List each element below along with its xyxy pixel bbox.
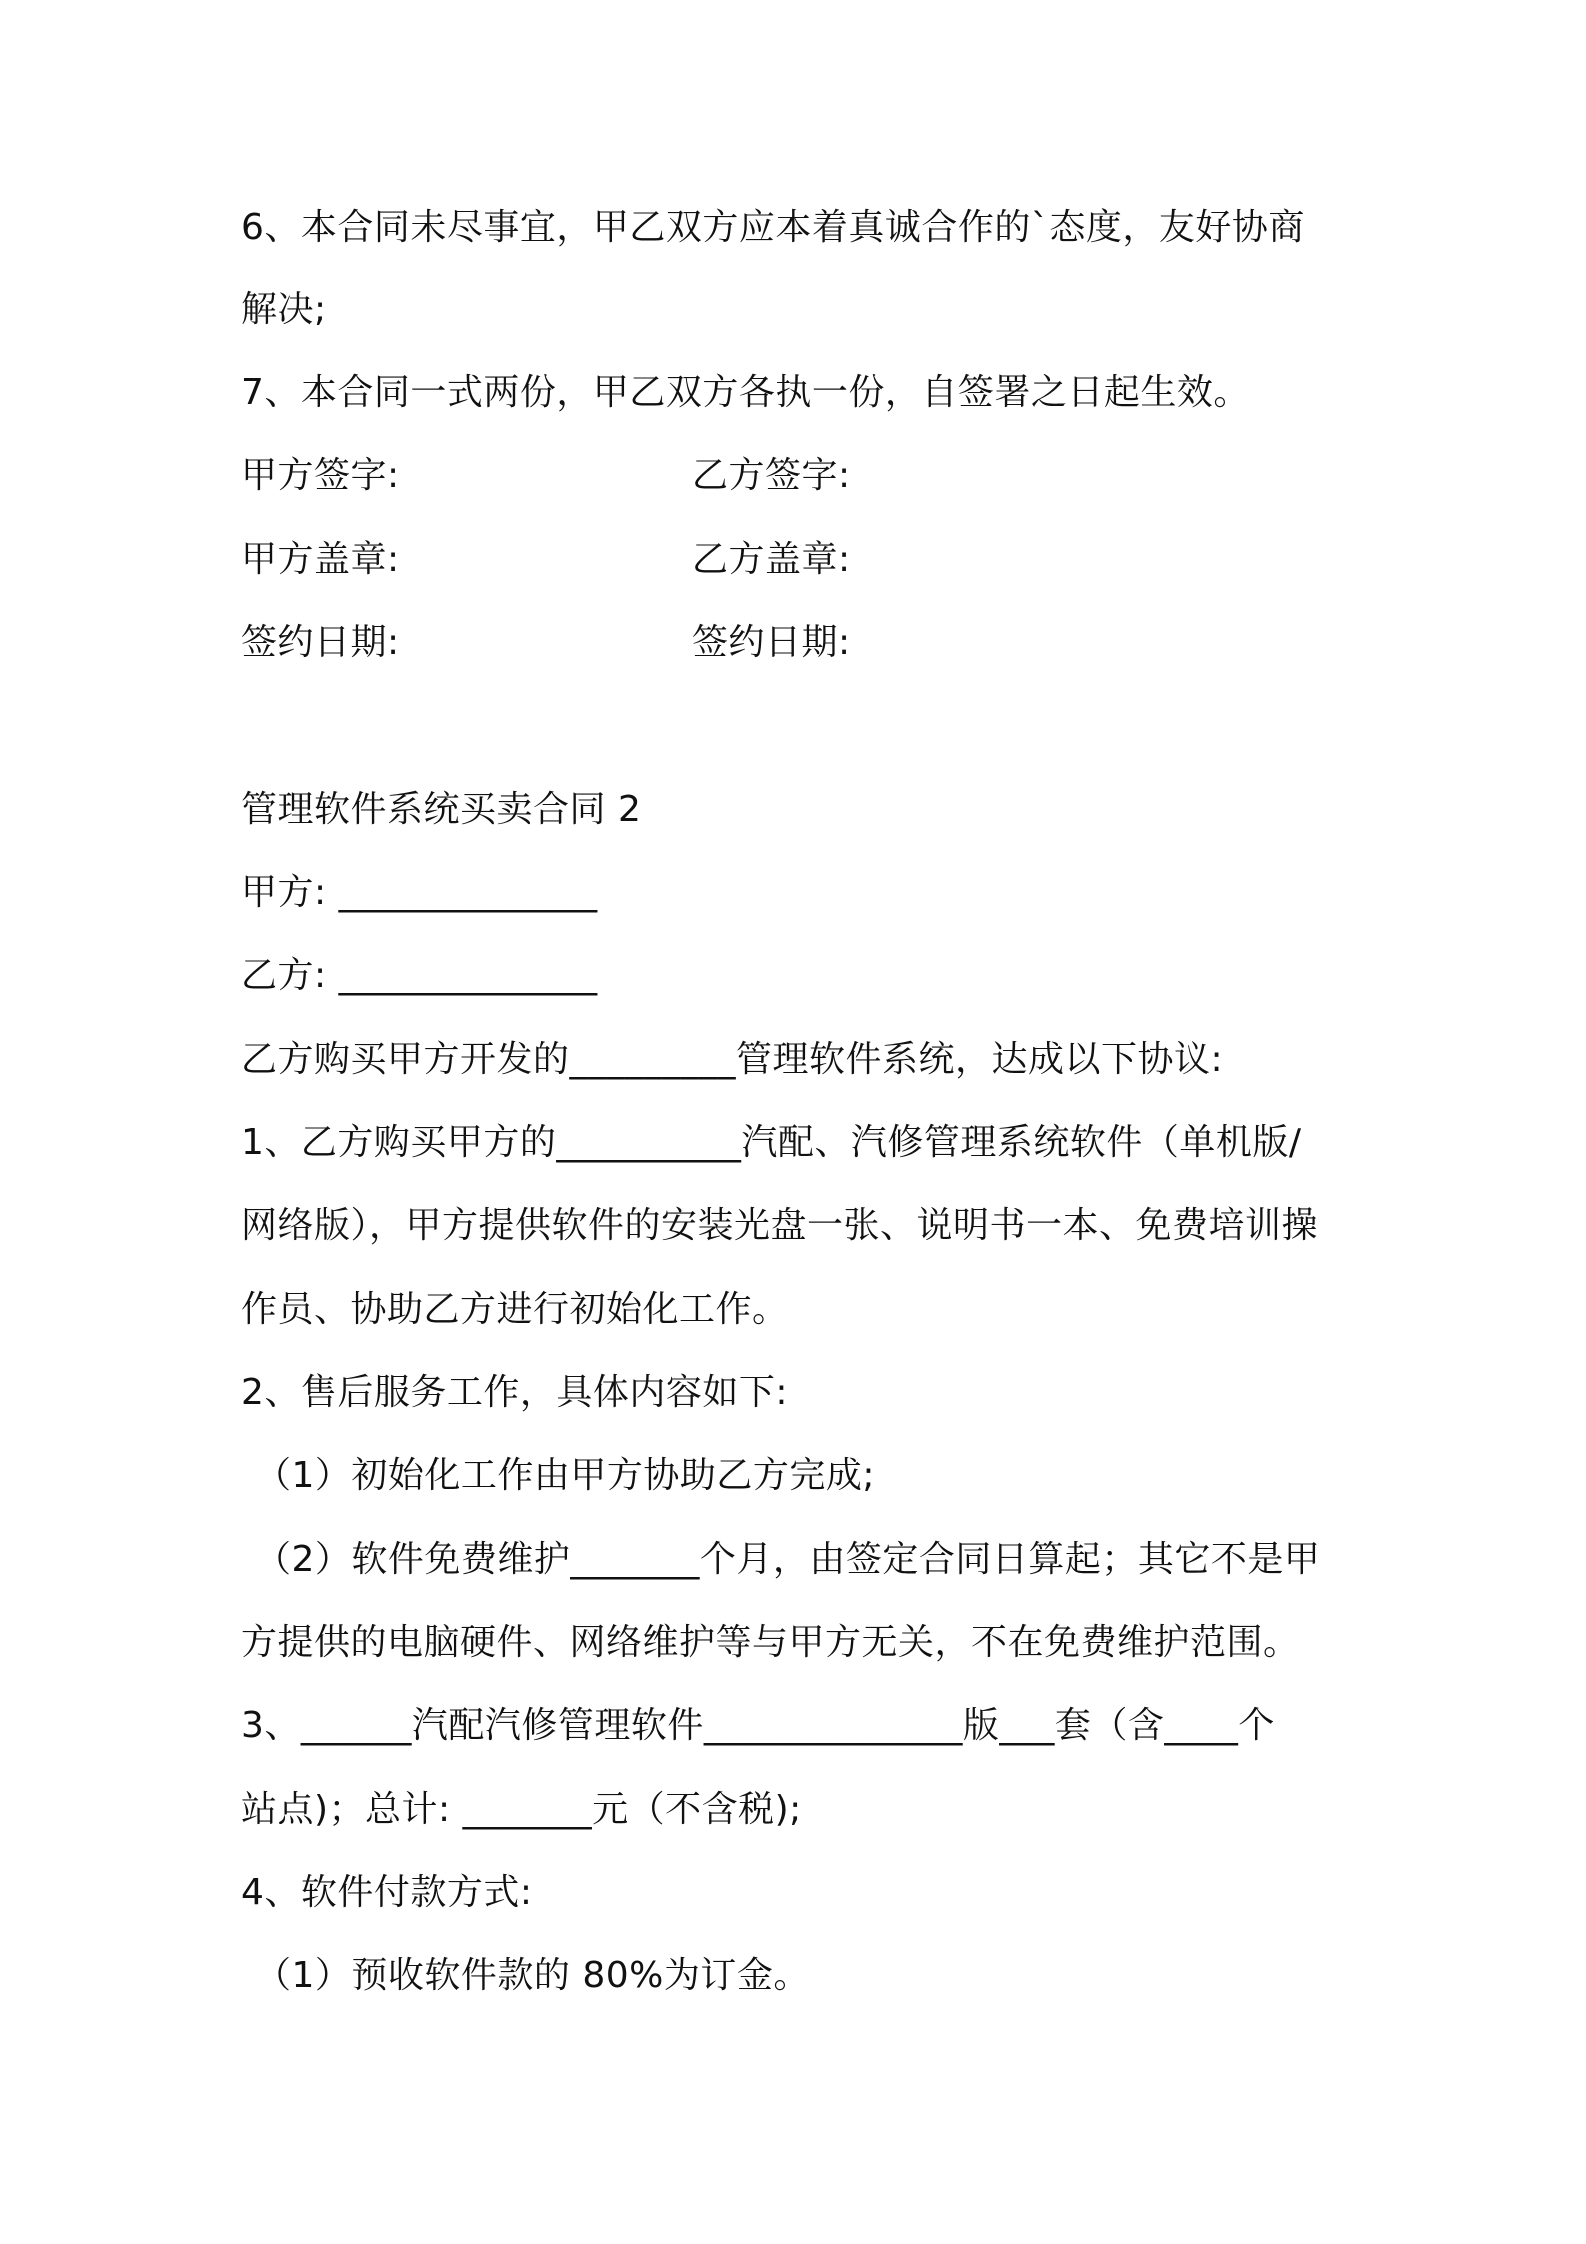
clause-2-sub-1: （1）初始化工作由甲方协助乙方完成; — [255, 1455, 876, 1496]
clause-2-sub-2-line-2: 方提供的电脑硬件、网络维护等与甲方无关，不在免费维护范围。 — [241, 1622, 1300, 1663]
party-a-date-label: 签约日期: — [241, 622, 400, 663]
party-b-signature-label: 乙方签字: — [692, 455, 851, 496]
party-b-date-label: 签约日期: — [692, 622, 851, 663]
clause-1-line-2: 网络版），甲方提供软件的安装光盘一张、说明书一本、免费培训操 — [241, 1205, 1319, 1246]
clause-6-line-1: 6、本合同未尽事宜，甲乙双方应本着真诚合作的`态度，友好协商 — [241, 207, 1305, 248]
contract-intro: 乙方购买甲方开发的_________管理软件系统，达成以下协议: — [241, 1039, 1224, 1080]
clause-2: 2、售后服务工作，具体内容如下: — [241, 1372, 789, 1413]
clause-4: 4、软件付款方式: — [241, 1872, 533, 1913]
party-a-signature-label: 甲方签字: — [241, 455, 400, 496]
clause-2-sub-2-line-1: （2）软件免费维护_______个月，由签定合同日算起；其它不是甲 — [255, 1539, 1321, 1580]
clause-1-line-1: 1、乙方购买甲方的__________汽配、汽修管理系统软件（单机版/ — [241, 1122, 1302, 1163]
party-b-line: 乙方: ______________ — [241, 955, 598, 996]
contract-2-title: 管理软件系统买卖合同 2 — [241, 789, 642, 830]
clause-3-line-2: 站点)；总计: _______元（不含税); — [241, 1789, 802, 1830]
clause-1-line-3: 作员、协助乙方进行初始化工作。 — [241, 1289, 789, 1330]
party-a-line: 甲方: ______________ — [241, 872, 598, 913]
clause-7: 7、本合同一式两份，甲乙双方各执一份，自签署之日起生效。 — [241, 372, 1250, 413]
party-a-seal-label: 甲方盖章: — [241, 539, 400, 580]
clause-3-line-1: 3、______汽配汽修管理软件______________版___套（含____个 — [241, 1705, 1275, 1746]
clause-4-sub-1: （1）预收软件款的 80%为订金。 — [255, 1955, 810, 1996]
party-b-seal-label: 乙方盖章: — [692, 539, 851, 580]
clause-6-line-2: 解决; — [241, 289, 327, 330]
